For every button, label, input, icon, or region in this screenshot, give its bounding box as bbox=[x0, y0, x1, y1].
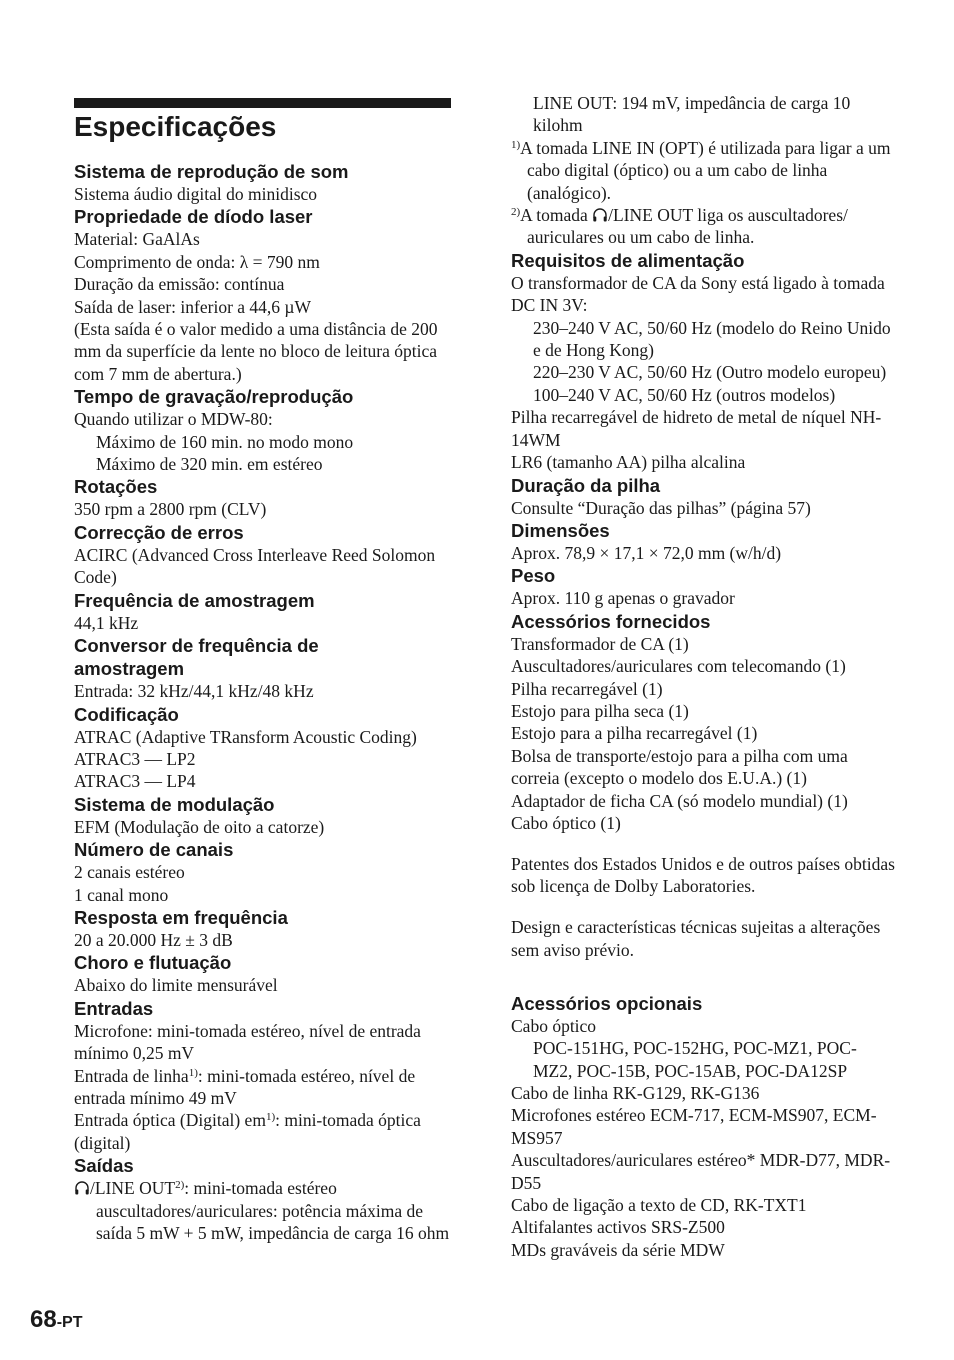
spec-line: Sistema áudio digital do minidisco bbox=[74, 184, 318, 204]
spec-line: Pilha recarregável de hidreto de metal de níquel NH-14WM bbox=[511, 407, 882, 450]
spec-line: LR6 (tamanho AA) pilha alcalina bbox=[511, 452, 746, 473]
spec-line: Pilha recarregável (1) bbox=[511, 678, 663, 699]
spec-line: ATRAC (Adaptive TRansform Acoustic Coding) bbox=[74, 726, 417, 747]
section-heading: Saídas bbox=[74, 1155, 134, 1177]
spec-line: 230–240 V AC, 50/60 Hz (modelo do Reino Unido e de Hong Kong) bbox=[533, 317, 891, 361]
section-heading: Acessórios opcionais bbox=[511, 992, 703, 1014]
spec-line: 44,1 kHz bbox=[74, 612, 139, 633]
footnote bbox=[511, 137, 896, 204]
spec-line: Transformador de CA (1) bbox=[511, 633, 689, 654]
spec-line: ATRAC3 — LP4 bbox=[74, 771, 196, 792]
spec-line: Estojo para a pilha recarregável (1) bbox=[511, 723, 758, 744]
section-heading: Correcção de erros bbox=[74, 521, 244, 543]
spacer bbox=[511, 834, 896, 853]
page-number bbox=[30, 1305, 82, 1338]
spec-line: Abaixo do limite mensurável bbox=[74, 975, 278, 996]
section-heading: Requisitos de alimentação bbox=[511, 249, 745, 271]
section-heading: Duração da pilha bbox=[511, 474, 661, 496]
footnote bbox=[511, 204, 896, 249]
spec-line bbox=[74, 1065, 452, 1110]
headphones-icon bbox=[74, 1180, 90, 1196]
footnote-text: /LINE OUT liga os auscultadores/ auriculares ou um cabo de linha. bbox=[527, 205, 848, 248]
page-number-suffix: -PT bbox=[56, 1314, 83, 1331]
spec-text: : mini-tomada estéreo, nível de entrada mínimo 49 mV bbox=[74, 1065, 416, 1108]
section-heading: Acessórios fornecidos bbox=[511, 610, 711, 632]
spec-line: Material: GaAlAs bbox=[74, 229, 200, 250]
section-heading: Frequência de amostragem bbox=[74, 589, 315, 611]
headphones-icon bbox=[592, 207, 608, 223]
spec-line: Aprox. 110 g apenas o gravador bbox=[511, 588, 735, 609]
footnote-ref: 2) bbox=[175, 1179, 185, 1192]
section-heading: Sistema de modulação bbox=[74, 793, 275, 815]
section-heading: Entradas bbox=[74, 997, 154, 1019]
spec-line: Auscultadores/auriculares com telecomando (1) bbox=[511, 656, 846, 677]
footnote-text: A tomada LINE IN (OPT) é utilizada para ligar a um cabo digital (óptico) ou a um cabo de linha (analógico). bbox=[520, 137, 891, 203]
spec-text: : mini-tomada óptica (digital) bbox=[74, 1110, 421, 1153]
spec-line: LINE OUT: 194 mV, impedância de carga 10 kilohm bbox=[533, 93, 851, 136]
footnote-ref: 1) bbox=[188, 1066, 198, 1079]
section-heading: Rotações bbox=[74, 476, 158, 498]
spec-line: MDs graváveis da série MDW bbox=[511, 1239, 725, 1260]
spec-line: Máximo de 160 min. no modo mono bbox=[96, 431, 354, 452]
spec-line: ACIRC (Advanced Cross Interleave Reed Solomon Code) bbox=[74, 544, 436, 588]
spec-text: /LINE OUT bbox=[90, 1178, 176, 1199]
spec-line: Adaptador de ficha CA (só modelo mundial) (1) bbox=[511, 790, 848, 811]
spec-line: 350 rpm a 2800 rpm (CLV) bbox=[74, 499, 267, 520]
spec-text: Entrada de linha bbox=[74, 1065, 189, 1086]
spec-line: Auscultadores/auriculares estéreo* MDR-D77, MDR-D55 bbox=[511, 1150, 891, 1193]
spec-line: Microfone: mini-tomada estéreo, nível de entrada mínimo 0,25 mV bbox=[74, 1020, 421, 1064]
spec-line: Aprox. 78,9 × 17,1 × 72,0 mm (w/h/d) bbox=[511, 542, 782, 563]
spec-line: 1 canal mono bbox=[74, 884, 169, 905]
spec-line: Entrada: 32 kHz/44,1 kHz/48 kHz bbox=[74, 681, 314, 702]
spec-line: Máximo de 320 min. em estéreo bbox=[96, 454, 323, 475]
footnote-mark: 1) bbox=[511, 138, 521, 151]
spec-text: : mini-tomada estéreo auscultadores/auriculares: potência máxima de saída 5 mW + 5 mW, impedância de carga 16 ohm bbox=[96, 1178, 450, 1243]
footnote-ref: 1) bbox=[265, 1111, 276, 1124]
patents-note: Patentes dos Estados Unidos e de outros países obtidas sob licença de Dolby Laboratories. bbox=[511, 853, 895, 897]
footnote-text: A tomada bbox=[520, 205, 593, 226]
section-heading: Resposta em frequência bbox=[74, 906, 288, 928]
spec-line: Cabo de ligação a texto de CD, RK-TXT1 bbox=[511, 1195, 807, 1216]
footnote-mark: 2) bbox=[511, 206, 521, 219]
spec-line: Quando utilizar o MDW-80: bbox=[74, 409, 273, 430]
spacer bbox=[511, 961, 896, 980]
spec-line: POC-151HG, POC-152HG, POC-MZ1, POC-MZ2, POC-15B, POC-15AB, POC-DA12SP bbox=[533, 1038, 857, 1081]
spec-line: Cabo de linha RK-G129, RK-G136 bbox=[511, 1083, 760, 1103]
spec-line: (Esta saída é o valor medido a uma distância de 200 mm da superfície da lente no bloco de leitura óptica com 7 mm de abertura.) bbox=[74, 319, 438, 384]
spacer bbox=[511, 898, 896, 917]
section-heading: Choro e flutuação bbox=[74, 952, 232, 974]
spec-line: 20 a 20.000 Hz ± 3 dB bbox=[74, 929, 233, 950]
spec-line: Bolsa de transporte/estojo para a pilha com uma correia (excepto o modelo dos E.U.A.) (1) bbox=[511, 745, 848, 789]
spec-line: O transformador de CA da Sony está ligado à tomada DC IN 3V: bbox=[511, 272, 885, 316]
spec-line: Microfones estéreo ECM-717, ECM-MS907, ECM-MS957 bbox=[511, 1105, 877, 1148]
title-rule bbox=[74, 98, 451, 108]
spec-line: ATRAC3 — LP2 bbox=[74, 748, 196, 769]
spec-line: Altifalantes activos SRS-Z500 bbox=[511, 1217, 725, 1238]
section-heading: Propriedade de díodo laser bbox=[74, 206, 313, 228]
section-heading: Codificação bbox=[74, 703, 179, 725]
section-heading: Dimensões bbox=[511, 519, 610, 541]
section-heading: Conversor de frequência de bbox=[74, 635, 319, 657]
spacer bbox=[511, 980, 896, 992]
spec-line: Cabo óptico (1) bbox=[511, 812, 621, 833]
design-note: Design e características técnicas sujeitas a alterações sem aviso prévio. bbox=[511, 917, 881, 960]
spec-line: EFM (Modulação de oito a catorze) bbox=[74, 816, 325, 837]
spec-text: Entrada óptica (Digital) em bbox=[74, 1110, 266, 1131]
page-title: Especificações bbox=[74, 111, 277, 142]
spec-line: 2 canais estéreo bbox=[74, 862, 185, 883]
spec-line: 100–240 V AC, 50/60 Hz (outros modelos) bbox=[533, 384, 836, 405]
page-number-value: 68 bbox=[30, 1306, 57, 1333]
section-heading: Peso bbox=[511, 565, 556, 587]
spec-line: Duração da emissão: contínua bbox=[74, 274, 285, 295]
spec-line: Consulte “Duração das pilhas” (página 57) bbox=[511, 497, 811, 518]
section-heading: amostragem bbox=[74, 658, 185, 680]
spec-line: Comprimento de onda: λ = 790 nm bbox=[74, 251, 320, 272]
spec-line: Estojo para pilha seca (1) bbox=[511, 700, 689, 721]
spec-line: Saída de laser: inferior a 44,6 µW bbox=[74, 296, 312, 317]
spec-line: Cabo óptico bbox=[511, 1015, 597, 1036]
section-heading: Tempo de gravação/reprodução bbox=[74, 386, 354, 408]
section-heading: Número de canais bbox=[74, 839, 234, 861]
spec-line bbox=[74, 1177, 452, 1244]
section-heading: Sistema de reprodução de som bbox=[74, 161, 349, 182]
spec-line bbox=[74, 1109, 452, 1154]
spec-line: 220–230 V AC, 50/60 Hz (Outro modelo europeu) bbox=[533, 362, 887, 383]
